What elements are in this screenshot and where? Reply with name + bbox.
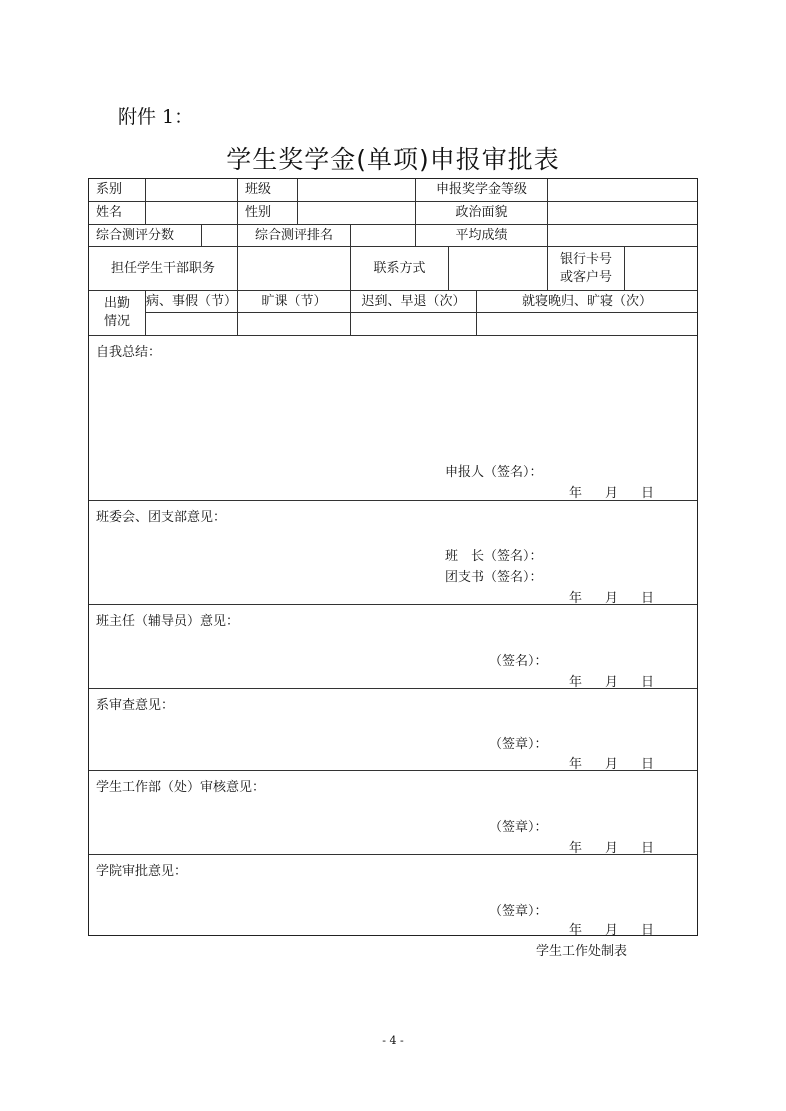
date-month: 月 bbox=[605, 675, 619, 690]
sick-leave-header: 病、事假（节） bbox=[146, 291, 238, 313]
student-affairs-label: 学生工作部（处）审核意见： bbox=[96, 780, 266, 795]
political-status-value[interactable] bbox=[548, 202, 697, 225]
date-year: 年 bbox=[569, 841, 583, 856]
gender-value[interactable] bbox=[298, 202, 416, 225]
attendance-label-line2: 情况 bbox=[103, 314, 130, 329]
date-month: 月 bbox=[605, 841, 619, 856]
attendance-label bbox=[89, 291, 146, 336]
date-month: 月 bbox=[605, 923, 619, 938]
head-teacher-signature-label: （签名）： bbox=[489, 654, 548, 669]
eval-score-label: 综合测评分数 bbox=[89, 225, 202, 247]
contact-label: 联系方式 bbox=[351, 247, 449, 291]
date-year: 年 bbox=[569, 757, 583, 772]
student-affairs-seal-label: （签章）： bbox=[489, 820, 548, 835]
name-label: 姓名 bbox=[89, 202, 146, 225]
date-month: 月 bbox=[605, 757, 619, 772]
department-review-section[interactable] bbox=[89, 689, 697, 771]
bank-card-label-line1: 银行卡号 bbox=[559, 251, 612, 267]
date-year: 年 bbox=[569, 486, 583, 501]
head-teacher-label: 班主任（辅导员）意见： bbox=[96, 614, 240, 629]
name-value[interactable] bbox=[146, 202, 238, 225]
date-year: 年 bbox=[569, 591, 583, 606]
contact-value[interactable] bbox=[449, 247, 548, 291]
self-summary-section[interactable] bbox=[89, 336, 697, 501]
college-approval-section[interactable] bbox=[89, 855, 697, 938]
late-header: 迟到、早退（次） bbox=[351, 291, 477, 313]
department-label: 系别 bbox=[89, 179, 146, 202]
cadre-position-value[interactable] bbox=[238, 247, 351, 291]
absent-header: 旷课（节） bbox=[238, 291, 351, 313]
attachment-label: 附件 1： bbox=[118, 106, 194, 128]
applicant-signature-label: 申报人（签名）： bbox=[445, 465, 543, 480]
class-committee-section[interactable] bbox=[89, 501, 697, 605]
college-seal-label: （签章）： bbox=[489, 904, 548, 919]
date-day: 日 bbox=[641, 675, 655, 690]
student-affairs-section[interactable] bbox=[89, 771, 697, 855]
eval-rank-value[interactable] bbox=[351, 225, 416, 247]
political-status-label: 政治面貌 bbox=[416, 202, 548, 225]
bank-card-value[interactable] bbox=[625, 247, 697, 291]
late-value[interactable] bbox=[351, 313, 477, 336]
college-approval-label: 学院审批意见： bbox=[96, 864, 188, 879]
department-value[interactable] bbox=[146, 179, 238, 202]
page-number: - 4 - bbox=[382, 1034, 404, 1047]
date-day: 日 bbox=[641, 591, 655, 606]
scholarship-level-label: 申报奖学金等级 bbox=[416, 179, 548, 202]
self-summary-label: 自我总结： bbox=[96, 345, 162, 360]
avg-grade-value[interactable] bbox=[548, 225, 697, 247]
class-label: 班级 bbox=[238, 179, 298, 202]
bank-card-label bbox=[548, 247, 625, 291]
application-form bbox=[88, 178, 698, 936]
attendance-label-line1: 出勤 bbox=[103, 296, 130, 312]
date-day: 日 bbox=[641, 923, 655, 938]
date-month: 月 bbox=[605, 591, 619, 606]
date-day: 日 bbox=[641, 757, 655, 772]
department-review-label: 系审查意见： bbox=[96, 698, 175, 713]
department-seal-label: （签章）： bbox=[489, 737, 548, 752]
gender-label: 性别 bbox=[238, 202, 298, 225]
head-teacher-section[interactable] bbox=[89, 605, 697, 689]
date-day: 日 bbox=[641, 841, 655, 856]
class-value[interactable] bbox=[298, 179, 416, 202]
date-year: 年 bbox=[569, 923, 583, 938]
curfew-value[interactable] bbox=[477, 313, 697, 336]
class-committee-label: 班委会、团支部意见： bbox=[96, 510, 227, 525]
date-year: 年 bbox=[569, 675, 583, 690]
bank-card-label-line2: 或客户号 bbox=[559, 269, 612, 285]
eval-score-value[interactable] bbox=[202, 225, 238, 247]
curfew-header: 就寝晚归、旷寝（次） bbox=[477, 291, 697, 313]
monitor-signature-label: 班 长（签名）： bbox=[445, 549, 543, 564]
page-title: 学生奖学金(单项)申报审批表 bbox=[226, 145, 560, 174]
date-day: 日 bbox=[641, 486, 655, 501]
avg-grade-label: 平均成绩 bbox=[416, 225, 548, 247]
league-secretary-signature-label: 团支书（签名）： bbox=[445, 570, 543, 585]
cadre-position-label: 担任学生干部职务 bbox=[89, 247, 238, 291]
sick-leave-value[interactable] bbox=[146, 313, 238, 336]
date-month: 月 bbox=[605, 486, 619, 501]
scholarship-level-value[interactable] bbox=[548, 179, 697, 202]
absent-value[interactable] bbox=[238, 313, 351, 336]
footer-note: 学生工作处制表 bbox=[536, 944, 628, 959]
eval-rank-label: 综合测评排名 bbox=[238, 225, 351, 247]
